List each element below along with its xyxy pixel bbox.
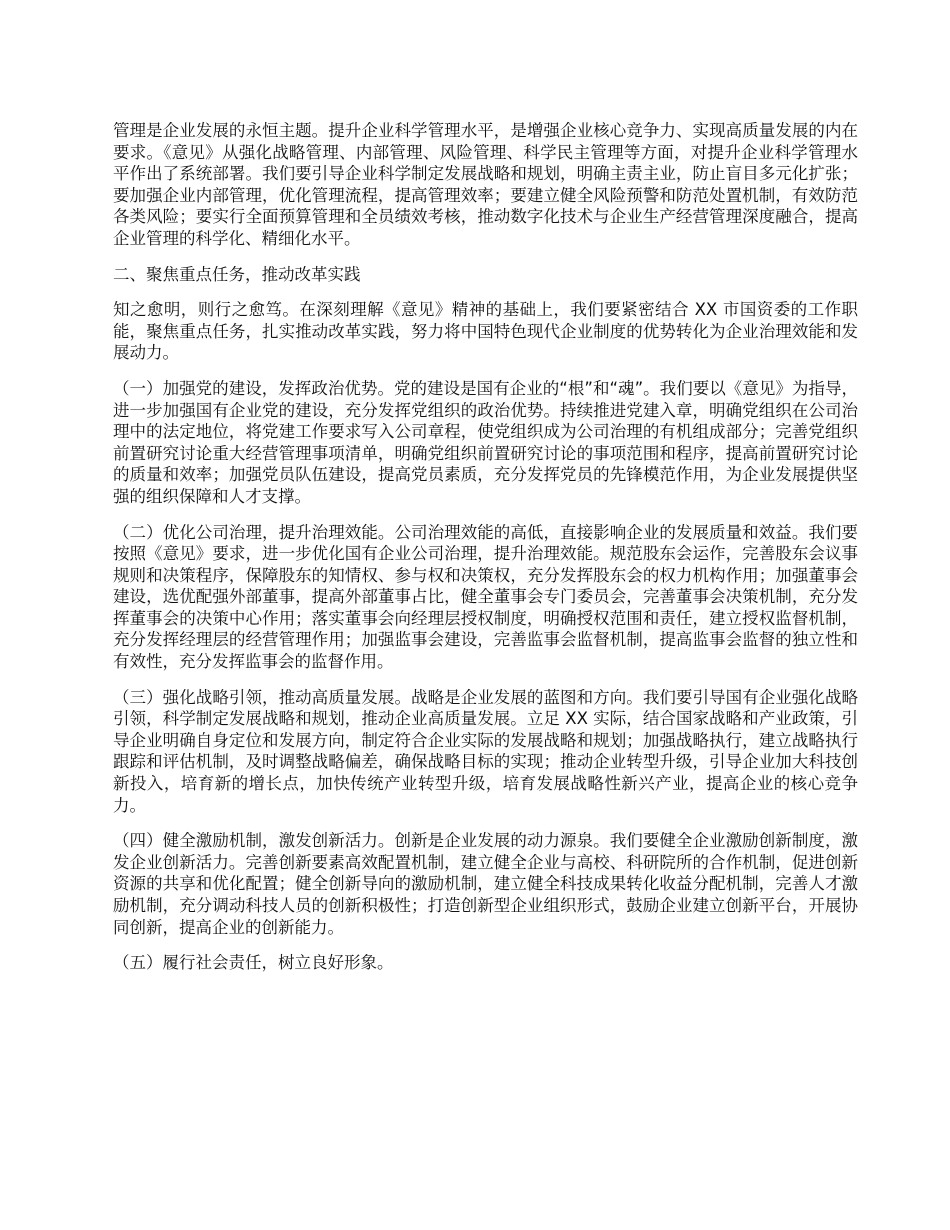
paragraph-item-5: （五）履行社会责任，树立良好形象。 — [113, 953, 394, 973]
section-heading-2: 二、聚焦重点任务，推动改革实践 — [113, 264, 361, 284]
paragraph-item-1: （一）加强党的建设，发挥政治优势。党的建设是国有企业的“根”和“魂”。我们要以《意见》为指导，进一步加强国有企业党的建设，充分发挥党组织的政治优势。持续推进党建入章，明确党组织在公司治理中的法定地位，将党建工作要求写入公司章程，使党组织成为公司治理的有机组成部分；完善党组织前置研究讨论重大经营管理事项清单，明确党组织前置研究讨论的事项范围和程序，提高前置研究讨论的质量和效率；加强党员队伍建设，提高党员素质，充分发挥党员的先锋模范作用，为企业发展提供坚强的组织保障和人才支撑。 — [113, 378, 858, 506]
paragraph-item-4: （四）健全激励机制，激发创新活力。创新是企业发展的动力源泉。我们要健全企业激励创新制度，激发企业创新活力。完善创新要素高效配置机制，建立健全企业与高校、科研院所的合作机制，促进创新资源的共享和优化配置；健全创新导向的激励机制，建立健全科技成果转化收益分配机制，完善人才激励机制，充分调动科技人员的创新积极性；打造创新型企业组织形式，鼓励企业建立创新平台，开展协同创新，提高企业的创新能力。 — [113, 831, 858, 937]
document-page — [113, 120, 858, 988]
paragraph-item-3: （三）强化战略引领，推动高质量发展。战略是企业发展的蓝图和方向。我们要引导国有企业强化战略引领，科学制定发展战略和规划，推动企业高质量发展。立足 XX 实际，结合国家战略和产业政策，引导企业明确自身定位和发展方向，制定符合企业实际的发展战略和规划；加强战略执行，建立战略执行跟踪和评估机制，及时调整战略偏差，确保战略目标的实现；推动企业转型升级，引导企业加大科技创新投入，培育新的增长点，加快传统产业转型升级，培育发展战略性新兴产业，提高企业的核心竞争力。 — [113, 687, 858, 815]
paragraph-item-2: （二）优化公司治理，提升治理效能。公司治理效能的高低，直接影响企业的发展质量和效益。我们要按照《意见》要求，进一步优化国有企业公司治理，提升治理效能。规范股东会运作，完善股东会议事规则和决策程序，保障股东的知情权、参与权和决策权，充分发挥股东会的权力机构作用；加强董事会建设，选优配强外部董事，提高外部董事占比，健全董事会专门委员会，完善董事会决策机制，充分发挥董事会的决策中心作用；落实董事会向经理层授权制度，明确授权范围和责任，建立授权监督机制，充分发挥经理层的经营管理作用；加强监事会建设，完善监事会监督机制，提高监事会监督的独立性和有效性，充分发挥监事会的监督作用。 — [113, 522, 858, 672]
paragraph-management: 管理是企业发展的永恒主题。提升企业科学管理水平，是增强企业核心竞争力、实现高质量发展的内在要求。《意见》从强化战略管理、内部管理、风险管理、科学民主管理等方面，对提升企业科学管理水平作出了系统部署。我们要引导企业科学制定发展战略和规划，明确主责主业，防止盲目多元化扩张；要加强企业内部管理，优化管理流程，提高管理效率；要建立健全风险预警和防范处置机制，有效防范各类风险；要实行全面预算管理和全员绩效考核，推动数字化技术与企业生产经营管理深度融合，提高企业管理的科学化、精细化水平。 — [113, 121, 858, 248]
paragraph-intro: 知之愈明，则行之愈笃。在深刻理解《意见》精神的基础上，我们要紧密结合 XX 市国资委的工作职能，聚焦重点任务，扎实推动改革实践，努力将中国特色现代企业制度的优势转化为企业治理效能和发展动力。 — [113, 300, 858, 363]
